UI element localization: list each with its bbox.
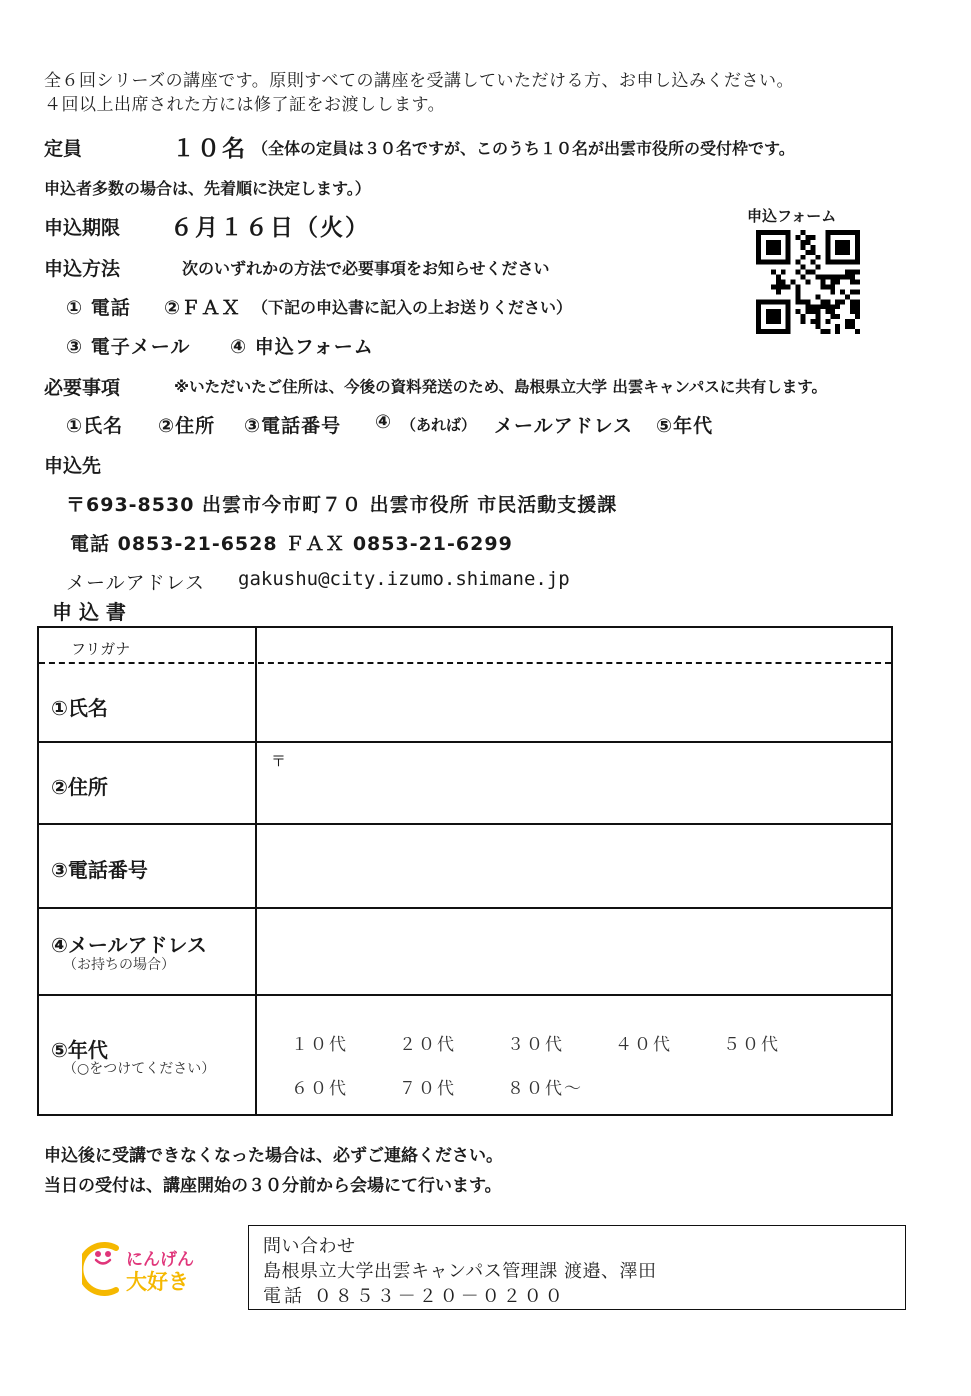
furigana-label: フリガナ bbox=[71, 640, 131, 658]
email-label: ④メールアドレス bbox=[51, 933, 207, 957]
method-label: 申込方法 bbox=[44, 258, 121, 280]
contact-org: 島根県立大学出雲キャンパス管理課 渡邉、澤田 bbox=[263, 1261, 657, 1282]
ningen-daisuki-logo bbox=[82, 1240, 202, 1296]
capacity-note: （全体の定員は３０名ですが、このうち１０名が出雲市役所の受付枠です。 bbox=[252, 139, 795, 158]
qr-code[interactable] bbox=[756, 230, 860, 334]
email-sublabel: （お持ちの場合） bbox=[63, 957, 175, 973]
required-item-email-note: （あれば） bbox=[401, 416, 477, 434]
postal-mark: 〒 bbox=[271, 752, 287, 770]
required-item-phone: ③電話番号 bbox=[244, 415, 342, 437]
required-item-name: ①氏名 bbox=[66, 415, 124, 437]
destination-email[interactable]: gakushu@city.izumo.shimane.jp bbox=[238, 568, 570, 590]
application-form-table bbox=[37, 626, 893, 1116]
capacity-note-2: 申込者多数の場合は、先着順に決定します。） bbox=[44, 179, 371, 198]
row-divider bbox=[39, 994, 891, 996]
age-option[interactable]: ５０代 bbox=[723, 1035, 780, 1055]
phone-label: ③電話番号 bbox=[51, 858, 148, 882]
contact-phone: 電話 ０８５３－２０－０２００ bbox=[263, 1286, 566, 1307]
logo-text-1: にんげん bbox=[126, 1250, 194, 1270]
age-option[interactable]: ７０代 bbox=[399, 1079, 456, 1099]
required-label: 必要事項 bbox=[44, 377, 121, 399]
address-field[interactable] bbox=[257, 743, 891, 822]
intro-line-2: ４回以上出席された方には修了証をお渡しします。 bbox=[44, 95, 446, 115]
capacity-value: １０名 bbox=[172, 136, 247, 162]
age-option[interactable]: １０代 bbox=[291, 1035, 348, 1055]
contact-box bbox=[248, 1225, 906, 1310]
phone-field[interactable] bbox=[257, 825, 891, 906]
required-item-address: ②住所 bbox=[158, 415, 216, 437]
method-description: 次のいずれかの方法で必要事項をお知らせください bbox=[182, 259, 550, 278]
qr-title: 申込フォーム bbox=[747, 207, 837, 225]
method-form: ④ 申込フォーム bbox=[230, 336, 374, 358]
email-field[interactable] bbox=[257, 909, 891, 993]
intro-line-1: 全６回シリーズの講座です。原則すべての講座を受講していただける方、お申し込みください。 bbox=[44, 71, 794, 91]
footer-note-2: 当日の受付は、講座開始の３０分前から会場にて行います。 bbox=[44, 1176, 502, 1196]
age-option[interactable]: ８０代～ bbox=[507, 1079, 583, 1099]
method-fax: ②ＦＡＸ bbox=[164, 297, 242, 319]
deadline-value: ６月１６日（火） bbox=[170, 215, 370, 241]
required-item-email: メールアドレス bbox=[494, 415, 634, 437]
age-label: ⑤年代 bbox=[51, 1038, 108, 1062]
logo-text-2: 大好き bbox=[126, 1270, 189, 1294]
required-item-age: ⑤年代 bbox=[656, 415, 714, 437]
method-fax-note: （下記の申込書に記入の上お送りください） bbox=[252, 298, 573, 317]
furigana-field[interactable] bbox=[257, 630, 891, 662]
method-email: ③ 電子メール bbox=[66, 336, 191, 358]
age-option[interactable]: ２０代 bbox=[399, 1035, 456, 1055]
age-option[interactable]: ４０代 bbox=[615, 1035, 672, 1055]
required-note: ※いただいたご住所は、今後の資料発送のため、島根県立大学 出雲キャンパスに共有します。 bbox=[174, 378, 828, 396]
age-option[interactable]: ６０代 bbox=[291, 1079, 348, 1099]
deadline-label: 申込期限 bbox=[44, 217, 121, 239]
form-title: 申 込 書 bbox=[52, 600, 126, 624]
destination-phone-fax: 電話 0853-21-6528 ＦＡＸ 0853-21-6299 bbox=[70, 533, 513, 555]
address-label: ②住所 bbox=[51, 775, 108, 799]
capacity-label: 定員 bbox=[44, 138, 83, 160]
name-field[interactable] bbox=[257, 664, 891, 740]
footer-note-1: 申込後に受講できなくなった場合は、必ずご連絡ください。 bbox=[44, 1146, 503, 1166]
age-sublabel: （○をつけてください） bbox=[63, 1061, 216, 1077]
required-item-email-num: ④ bbox=[375, 411, 393, 433]
age-option[interactable]: ３０代 bbox=[507, 1035, 564, 1055]
name-label: ①氏名 bbox=[51, 696, 108, 720]
destination-label: 申込先 bbox=[44, 455, 102, 477]
method-phone: ① 電話 bbox=[66, 297, 131, 319]
destination-address: 〒693-8530 出雲市今市町７０ 出雲市役所 市民活動支援課 bbox=[66, 494, 618, 516]
destination-email-label: メールアドレス bbox=[66, 572, 206, 594]
contact-title: 問い合わせ bbox=[263, 1236, 356, 1257]
